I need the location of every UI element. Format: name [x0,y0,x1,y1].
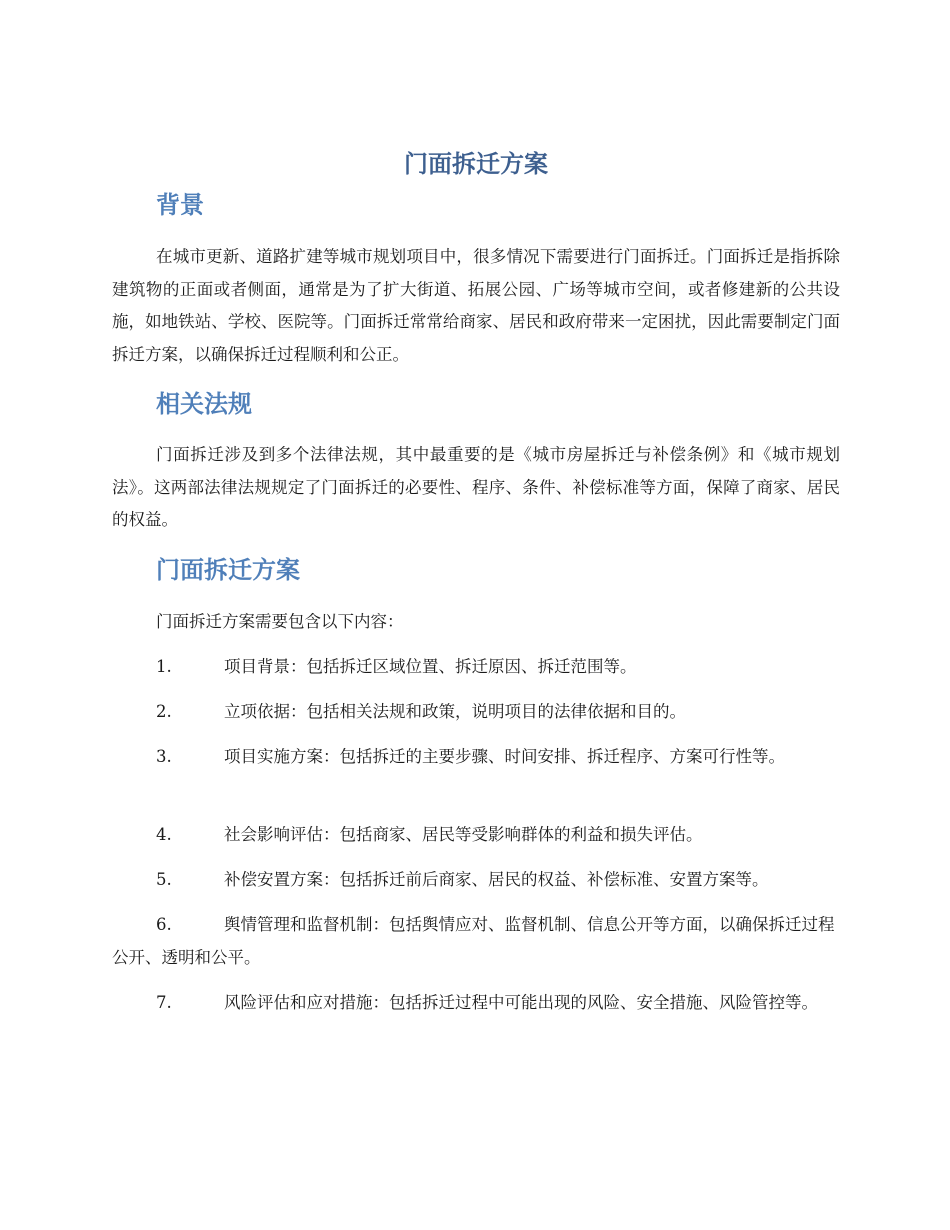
document-title: 门面拆迁方案 [404,150,548,178]
list-item-number: 7. [156,993,172,1012]
list-item-text: 项目实施方案：包括拆迁的主要步骤、时间安排、拆迁程序、方案可行性等。 [224,747,785,766]
section-heading-regulations: 相关法规 [156,390,252,418]
list-item-text: 风险评估和应对措施：包括拆迁过程中可能出现的风险、安全措施、风险管控等。 [224,993,818,1012]
list-item-text: 舆情管理和监督机制：包括舆情应对、监督机制、信息公开等方面，以确保拆迁过程公开、透明和公平。 [112,915,835,967]
list-item [112,741,840,774]
paragraph-background: 在城市更新、道路扩建等城市规划项目中，很多情况下需要进行门面拆迁。门面拆迁是指拆除建筑物的正面或者侧面，通常是为了扩大街道、拓展公园、广场等城市空间，或者修建新的公共设施，如地铁站、学校、医院等。门面拆迁常常给商家、居民和政府带来一定困扰，因此需要制定门面拆迁方案，以确保拆迁过程顺利和公正。 [112,247,840,364]
paragraph-plan-intro: 门面拆迁方案需要包含以下内容： [156,612,404,631]
list-item [112,696,840,729]
list-item-number: 4. [156,825,172,844]
list-item-number: 2. [156,702,172,721]
list-item [112,909,840,974]
list-item-number: 5. [156,870,172,889]
section-heading-background: 背景 [156,191,204,219]
list-item-number: 1. [156,657,172,676]
paragraph-regulations: 门面拆迁涉及到多个法律法规，其中最重要的是《城市房屋拆迁与补偿条例》和《城市规划法》。这两部法律法规规定了门面拆迁的必要性、程序、条件、补偿标准等方面，保障了商家、居民的权益。 [112,445,840,529]
list-item-number: 6. [156,915,172,934]
list-item-text: 社会影响评估：包括商家、居民等受影响群体的利益和损失评估。 [224,825,703,844]
list-item [112,819,840,852]
list-item [112,864,840,897]
list-item-text: 立项依据：包括相关法规和政策，说明项目的法律依据和目的。 [224,702,686,721]
list-item-text: 项目背景：包括拆迁区域位置、拆迁原因、拆迁范围等。 [224,657,637,676]
list-item [112,987,840,1020]
list-item-number: 3. [156,747,172,766]
list-item-text: 补偿安置方案：包括拆迁前后商家、居民的权益、补偿标准、安置方案等。 [224,870,769,889]
section-heading-plan: 门面拆迁方案 [156,556,300,584]
list-item [112,651,840,684]
